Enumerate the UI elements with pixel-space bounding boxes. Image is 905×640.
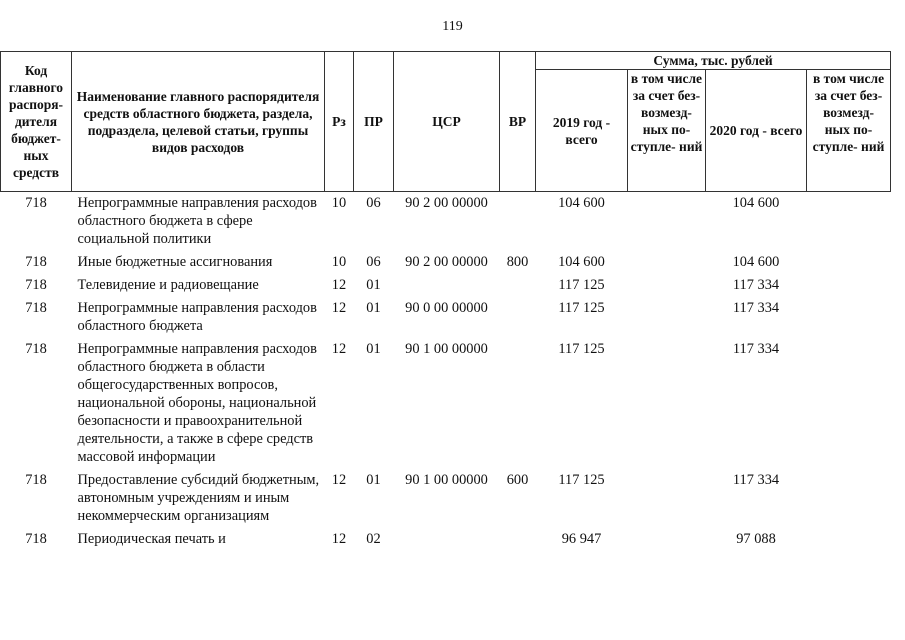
cell-2019-free [628,192,706,251]
cell-2020-total: 117 334 [732,341,780,357]
cell-csr: 90 0 00 00000 [405,300,488,316]
table-row [1,527,891,550]
cell-csr: 90 2 00 00000 [405,254,488,270]
header-code: Код главного распоря- дителя бюджет- ных средств [1,52,72,192]
header-2019-free: в том числе за счет без- возмезд- ных по- ступле- ний [628,70,706,192]
header-vr: ВР [500,52,536,192]
cell-2019-free [628,296,706,337]
header-csr: ЦСР [394,52,500,192]
header-sum-group: Сумма, тыс. рублей [536,52,891,70]
cell-2019-total: 117 125 [558,472,605,488]
header-2020-free: в том числе за счет без- возмезд- ных по- ступле- ний [807,70,891,192]
header-rz: Рз [325,52,354,192]
cell-csr: 90 2 00 00000 [405,195,488,211]
cell-2019-free [628,250,706,273]
cell-2020-free [807,468,891,527]
cell-pr: 06 [366,254,381,270]
cell-name: Непрограммные направления расходов областного бюджета в области общегосударственных вопросов, национальной обороны, национальной безопасности и правоохранительной деятельности, а также в сфере средств массовой информации [77,341,317,465]
cell-rz: 12 [331,472,347,488]
cell-2019-total: 117 125 [558,341,605,357]
cell-rz: 10 [331,254,347,270]
cell-name: Периодическая печать и [77,531,226,547]
cell-2019-free [628,337,706,468]
table-row [1,296,891,337]
header-pr: ПР [354,52,394,192]
cell-rz: 12 [331,341,347,357]
cell-2019-free [628,273,706,296]
cell-pr: 01 [366,472,381,488]
cell-2019-total: 117 125 [558,277,605,293]
cell-2019-total: 96 947 [561,531,602,547]
cell-csr [394,527,500,550]
cell-rz: 12 [331,300,347,316]
cell-2019-total: 104 600 [558,254,605,270]
cell-2020-free [807,273,891,296]
cell-code: 718 [25,341,47,357]
cell-vr: 800 [506,254,529,270]
cell-2019-total: 117 125 [558,300,605,316]
table-row [1,250,891,273]
cell-code: 718 [25,300,47,316]
cell-2020-free [807,337,891,468]
cell-pr: 01 [366,341,381,357]
cell-2020-total: 104 600 [732,254,780,270]
cell-name: Непрограммные направления расходов областного бюджета [77,300,317,334]
page-number: 119 [442,19,463,34]
cell-vr [500,273,536,296]
budget-table [0,51,890,550]
cell-pr: 01 [366,277,381,293]
cell-csr: 90 1 00 00000 [405,472,488,488]
cell-2020-total: 117 334 [732,277,780,293]
cell-vr [500,527,536,550]
cell-name: Телевидение и радиовещание [77,277,259,293]
table-row [1,468,891,527]
table-row [1,337,891,468]
cell-code: 718 [25,531,47,547]
cell-2020-total: 117 334 [732,472,780,488]
cell-2020-free [807,527,891,550]
cell-csr [394,273,500,296]
cell-name: Непрограммные направления расходов областного бюджета в сфере социальной политики [77,195,317,247]
cell-vr: 600 [506,472,529,488]
cell-2020-free [807,192,891,251]
cell-2019-free [628,527,706,550]
cell-name: Иные бюджетные ассигнования [77,254,273,270]
cell-code: 718 [25,195,47,211]
cell-2019-free [628,468,706,527]
cell-rz: 10 [331,195,347,211]
cell-pr: 02 [366,531,381,547]
cell-pr: 06 [366,195,381,211]
table-row [1,273,891,296]
cell-2020-total: 104 600 [732,195,780,211]
cell-pr: 01 [366,300,381,316]
cell-rz: 12 [331,531,347,547]
cell-code: 718 [25,254,47,270]
cell-rz: 12 [331,277,347,293]
cell-code: 718 [25,472,47,488]
header-2019-total: 2019 год - всего [536,70,628,192]
cell-vr [500,337,536,468]
cell-vr [500,192,536,251]
cell-code: 718 [25,277,47,293]
cell-2020-free [807,296,891,337]
cell-vr [500,296,536,337]
cell-2020-total: 97 088 [736,531,776,547]
cell-2020-total: 117 334 [732,300,780,316]
cell-name: Предоставление субсидий бюджетным, автономным учреждениям и иным некоммерческим организациям [77,472,320,524]
cell-2020-free [807,250,891,273]
cell-2019-total: 104 600 [558,195,605,211]
table-row [1,192,891,251]
cell-csr: 90 1 00 00000 [405,341,488,357]
header-name: Наименование главного распорядителя средств областного бюджета, раздела, подраздела, целевой статьи, группы видов расходов [72,52,325,192]
header-2020-total: 2020 год - всего [706,70,807,192]
